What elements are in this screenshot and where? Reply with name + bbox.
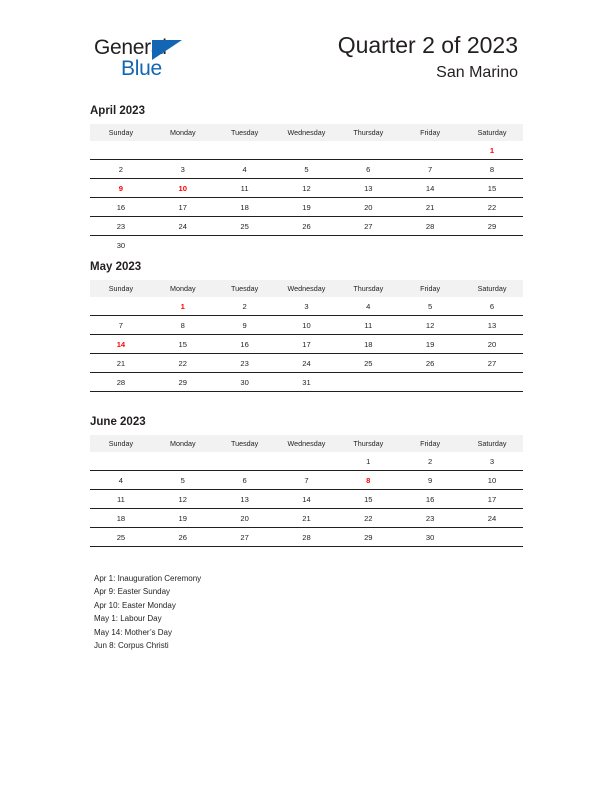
day-cell-empty [337,236,399,255]
day-cell: 21 [90,354,152,373]
day-cell: 9 [399,471,461,490]
day-cell: 23 [90,217,152,236]
weekday-header-friday: Friday [399,435,461,452]
day-cell: 16 [90,198,152,217]
day-cell-empty [214,236,276,255]
day-cell: 11 [90,490,152,509]
day-cell: 15 [337,490,399,509]
day-cell: 17 [276,335,338,354]
day-cell: 29 [337,528,399,547]
day-cell: 23 [214,354,276,373]
calendar-table [90,124,523,254]
day-cell: 25 [90,528,152,547]
day-cell-empty [337,373,399,392]
day-cell: 28 [399,217,461,236]
day-cell: 22 [337,509,399,528]
page-title: Quarter 2 of 2023 [337,32,518,58]
day-cell: 26 [399,354,461,373]
day-cell-holiday: 1 [461,141,523,160]
day-cell: 28 [276,528,338,547]
weekday-header-wednesday: Wednesday [276,124,338,141]
day-cell: 6 [337,160,399,179]
day-cell: 7 [90,316,152,335]
week-row [90,297,523,316]
day-cell: 15 [461,179,523,198]
day-cell-holiday: 9 [90,179,152,198]
day-cell-empty [90,452,152,471]
day-cell: 12 [399,316,461,335]
day-cell-empty [399,141,461,160]
week-row [90,236,523,255]
month-title: April 2023 [90,105,145,117]
month-title: June 2023 [90,416,146,428]
day-cell: 24 [461,509,523,528]
logo-text-general: General [94,36,167,59]
day-cell: 4 [214,160,276,179]
day-cell: 14 [399,179,461,198]
day-cell-empty [276,452,338,471]
day-cell: 29 [152,373,214,392]
month-block-may [90,260,523,392]
day-cell: 2 [399,452,461,471]
day-cell-empty [152,452,214,471]
day-cell: 3 [152,160,214,179]
day-cell: 28 [90,373,152,392]
day-cell: 10 [461,471,523,490]
logo-text-blue: Blue [121,57,162,80]
day-cell-empty [152,141,214,160]
week-row [90,354,523,373]
weekday-header-tuesday: Tuesday [214,280,276,297]
weekday-header-tuesday: Tuesday [214,435,276,452]
weekday-header-monday: Monday [152,435,214,452]
day-cell: 4 [337,297,399,316]
day-cell: 20 [214,509,276,528]
day-cell-holiday: 14 [90,335,152,354]
day-cell: 30 [214,373,276,392]
day-cell: 7 [276,471,338,490]
week-row [90,509,523,528]
weekday-header-monday: Monday [152,280,214,297]
calendar-table [90,280,523,392]
day-cell: 20 [461,335,523,354]
weekday-header-saturday: Saturday [461,280,523,297]
day-cell: 25 [214,217,276,236]
weekday-header-sunday: Sunday [90,435,152,452]
day-cell-empty [399,236,461,255]
day-cell: 2 [90,160,152,179]
day-cell-holiday: 10 [152,179,214,198]
day-cell: 30 [399,528,461,547]
weekday-header-thursday: Thursday [337,124,399,141]
holiday-legend-item: Apr 1: Inauguration Ceremony [94,574,202,583]
holiday-legend-item: Apr 10: Easter Monday [94,600,176,610]
day-cell-empty [152,236,214,255]
day-cell-empty [90,297,152,316]
day-cell: 5 [399,297,461,316]
day-cell: 6 [214,471,276,490]
week-row [90,141,523,160]
day-cell-empty [90,141,152,160]
month-title: May 2023 [90,261,142,273]
month-block-april [90,104,523,254]
weekday-header-sunday: Sunday [90,124,152,141]
day-cell: 7 [399,160,461,179]
day-cell: 1 [337,452,399,471]
day-cell-empty [399,373,461,392]
day-cell: 21 [399,198,461,217]
weekday-header-row [90,435,523,452]
day-cell: 27 [461,354,523,373]
week-row [90,452,523,471]
day-cell-empty [214,141,276,160]
month-block-june [90,415,523,547]
day-cell: 9 [214,316,276,335]
day-cell: 12 [152,490,214,509]
weekday-header-sunday: Sunday [90,280,152,297]
week-row [90,316,523,335]
day-cell: 11 [337,316,399,335]
weekday-header-thursday: Thursday [337,435,399,452]
day-cell: 3 [276,297,338,316]
calendar-table [90,435,523,547]
weekday-header-saturday: Saturday [461,124,523,141]
week-row [90,198,523,217]
day-cell: 5 [152,471,214,490]
title-block [338,30,518,84]
day-cell-empty [461,236,523,255]
day-cell: 16 [214,335,276,354]
day-cell: 19 [399,335,461,354]
day-cell: 22 [461,198,523,217]
page-header [0,30,612,92]
day-cell: 18 [90,509,152,528]
day-cell: 24 [152,217,214,236]
weekday-header-friday: Friday [399,280,461,297]
holiday-legend-item: Jun 8: Corpus Christi [94,641,169,651]
day-cell: 6 [461,297,523,316]
day-cell: 11 [214,179,276,198]
week-row [90,179,523,198]
week-row [90,490,523,509]
weekday-header-row [90,124,523,141]
day-cell: 5 [276,160,338,179]
day-cell: 17 [461,490,523,509]
day-cell: 23 [399,509,461,528]
weekday-header-thursday: Thursday [337,280,399,297]
general-blue-logo [94,36,204,84]
weekday-header-row [90,280,523,297]
day-cell: 8 [461,160,523,179]
day-cell: 25 [337,354,399,373]
day-cell: 10 [276,316,338,335]
day-cell: 3 [461,452,523,471]
day-cell-empty [276,236,338,255]
weekday-header-wednesday: Wednesday [276,435,338,452]
weekday-header-friday: Friday [399,124,461,141]
day-cell: 31 [276,373,338,392]
day-cell: 18 [337,335,399,354]
week-row [90,528,523,547]
day-cell: 12 [276,179,338,198]
weekday-header-tuesday: Tuesday [214,124,276,141]
day-cell: 27 [214,528,276,547]
day-cell: 13 [461,316,523,335]
day-cell: 14 [276,490,338,509]
weekday-header-monday: Monday [152,124,214,141]
day-cell-holiday: 1 [152,297,214,316]
day-cell-empty [214,452,276,471]
week-row [90,373,523,392]
day-cell: 2 [214,297,276,316]
day-cell: 19 [276,198,338,217]
day-cell-empty [337,141,399,160]
day-cell-empty [461,373,523,392]
day-cell: 29 [461,217,523,236]
day-cell: 17 [152,198,214,217]
day-cell: 19 [152,509,214,528]
location-subtitle: San Marino [436,64,518,81]
weekday-header-wednesday: Wednesday [276,280,338,297]
week-row [90,335,523,354]
holiday-legend-list [94,572,494,652]
day-cell-holiday: 8 [337,471,399,490]
day-cell: 22 [152,354,214,373]
holiday-legend-item: May 1: Labour Day [94,614,162,624]
day-cell: 4 [90,471,152,490]
day-cell: 30 [116,240,126,250]
holiday-legend-item: Apr 9: Easter Sunday [94,587,171,597]
day-cell-empty [461,528,523,547]
day-cell: 16 [399,490,461,509]
day-cell: 15 [152,335,214,354]
day-cell: 13 [337,179,399,198]
weekday-header-saturday: Saturday [461,435,523,452]
day-cell-empty [276,141,338,160]
day-cell: 26 [152,528,214,547]
holiday-legend-item: May 14: Mother’s Day [94,627,172,637]
day-cell: 18 [214,198,276,217]
day-cell: 8 [152,316,214,335]
day-cell: 21 [276,509,338,528]
day-cell: 20 [337,198,399,217]
day-cell: 13 [214,490,276,509]
week-row [90,471,523,490]
week-row [90,160,523,179]
day-cell: 24 [276,354,338,373]
week-row [90,217,523,236]
day-cell: 26 [276,217,338,236]
day-cell: 27 [337,217,399,236]
